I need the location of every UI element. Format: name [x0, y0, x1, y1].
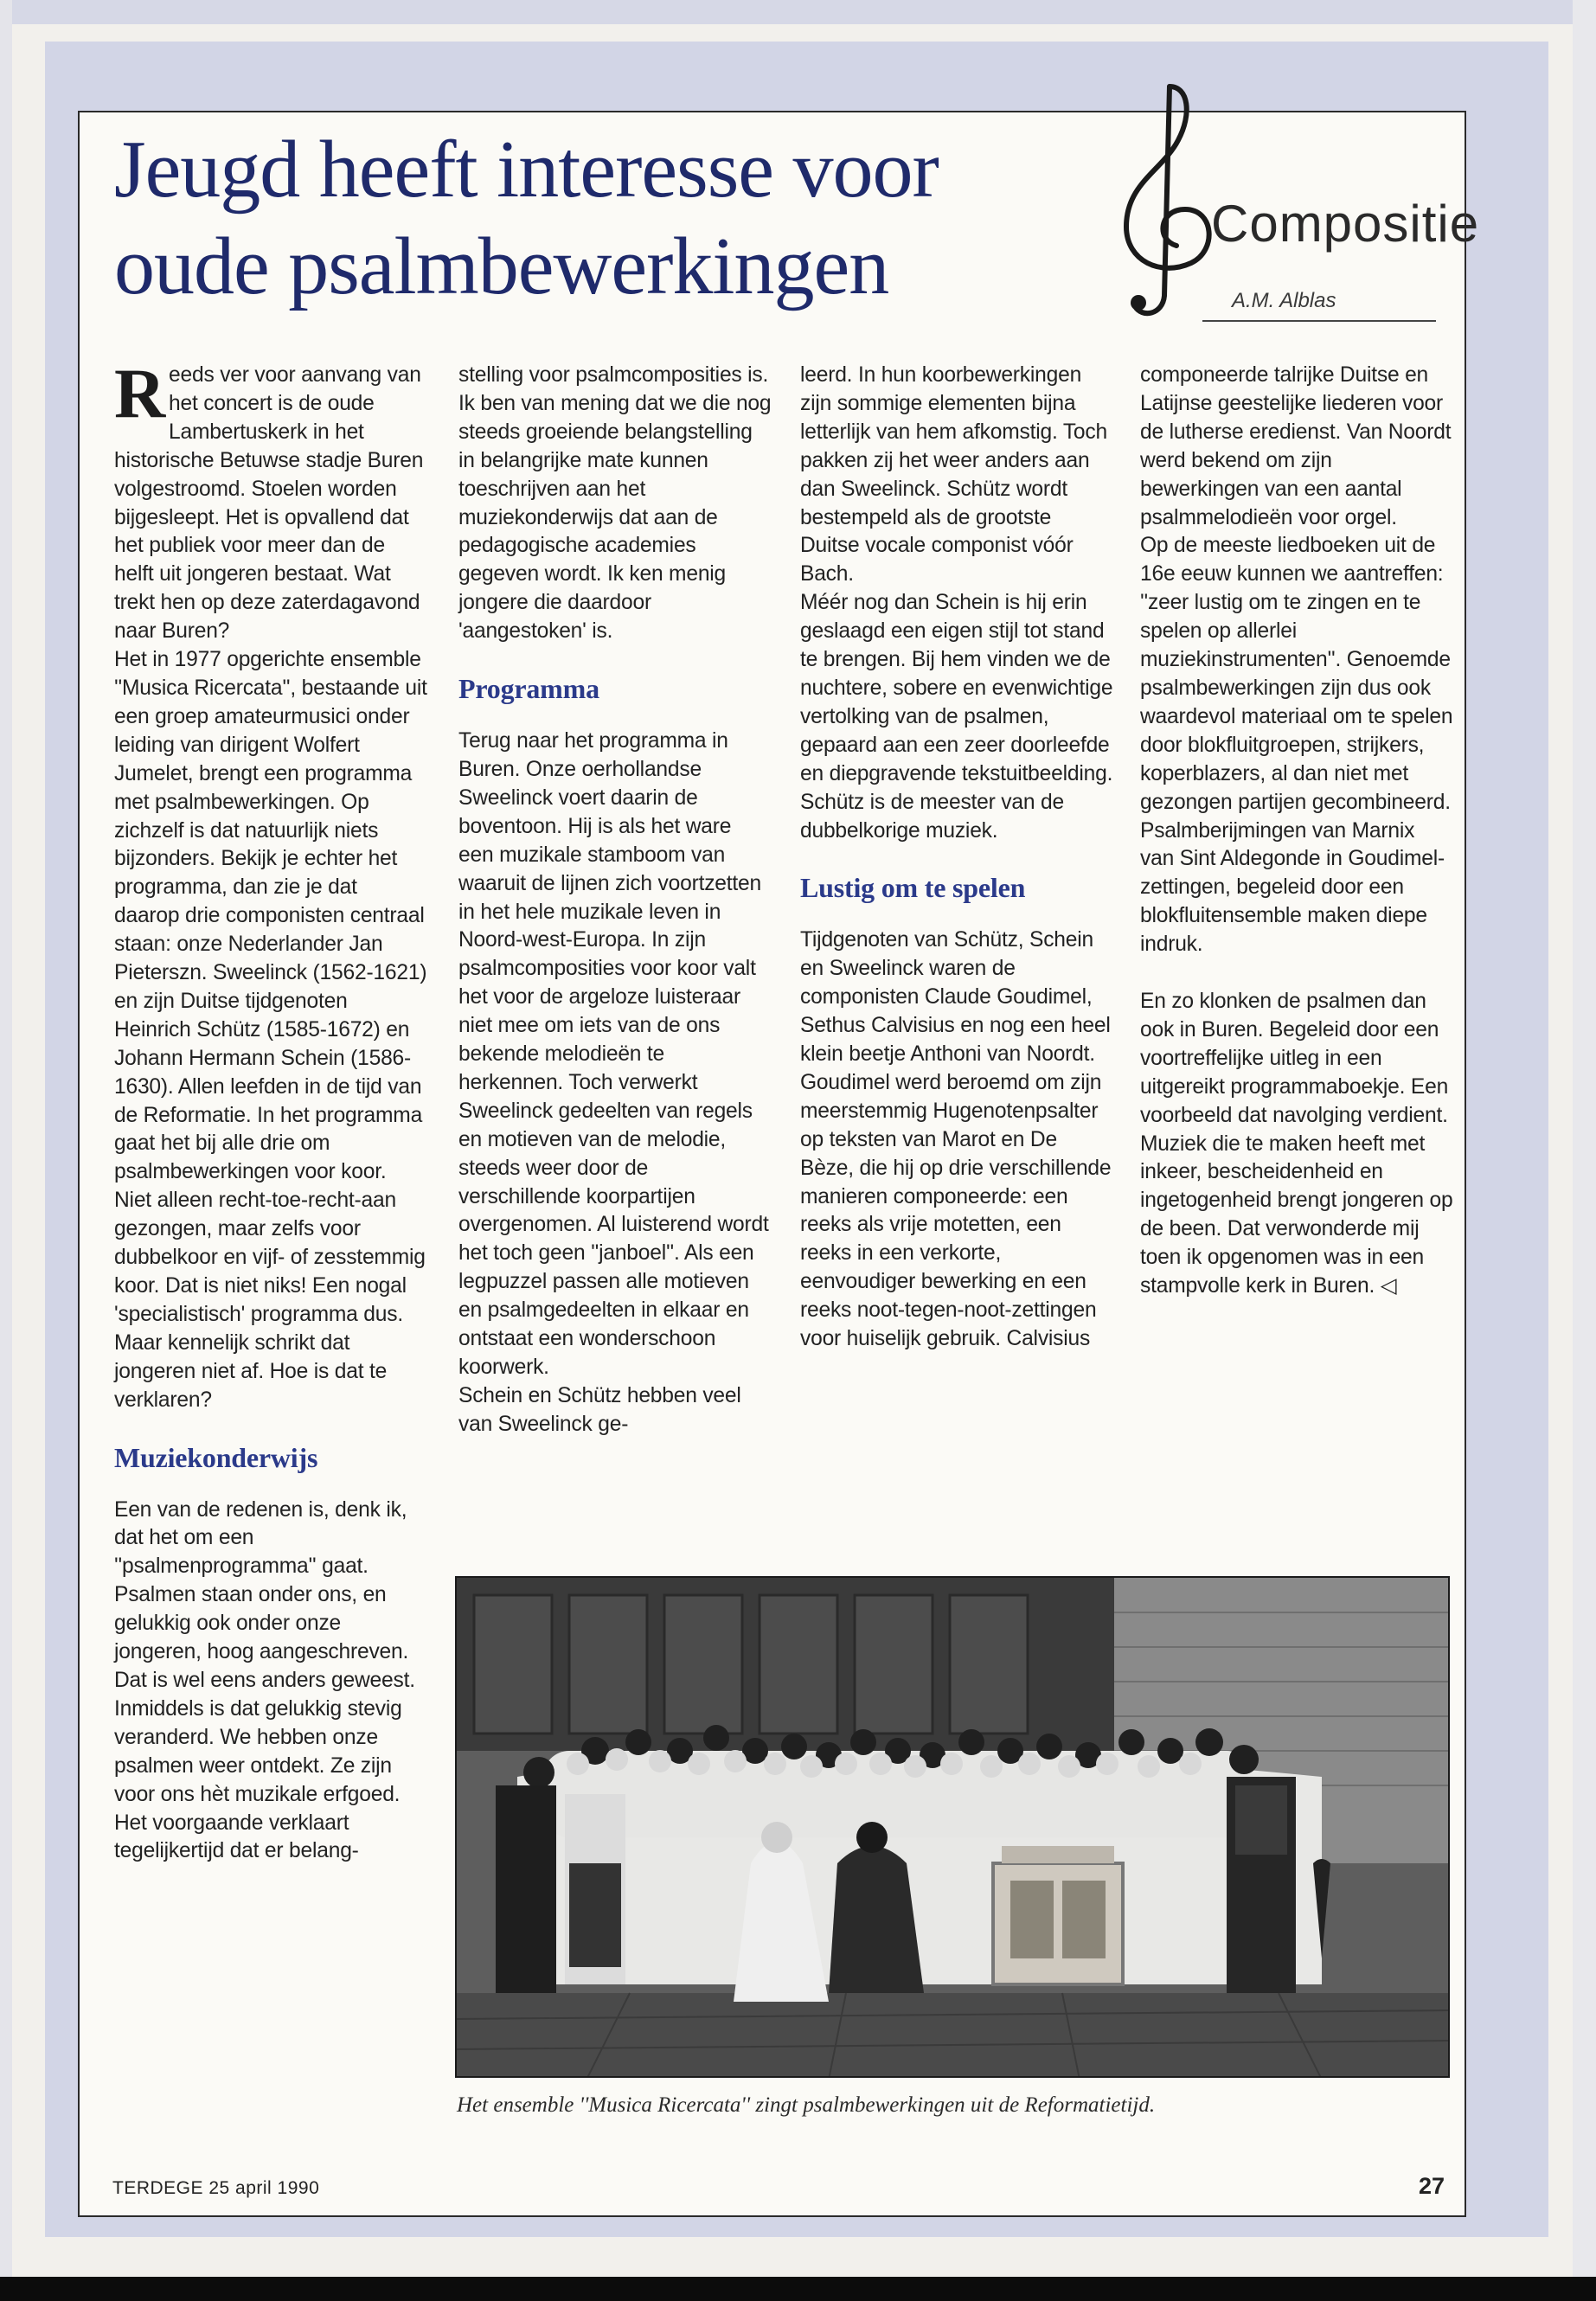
footer-publication: TERDEGE 25 april 1990: [112, 2178, 320, 2198]
article-paragraph: stelling voor psalmcomposities is. Ik ben van mening dat we die nog steeds groeiende belangstelling in belangrijke mate kunnen toeschrijven aan het muziekonderwijs dat aan de pedagogische academies gegeven wordt. Ik ken menig jongere die daardoor 'aangestoken' is.: [458, 363, 772, 644]
article-paragraph: Het in 1977 opgerichte ensemble ''Musica Ricercata'', bestaande uit een groep amateurmusici onder leiding van dirigent Wolfert Jumelet, brengt een programma met psalmbewerkingen. Op zichzelf is dat natuurlijk niets bijzonders. Bekijk je echter het programma, dan zie je dat daarop drie componisten centraal staan: onze Nederlander Jan Pieterszn. Sweelinck (1562-1621) en zijn Duitse tijdgenoten Heinrich Schütz (1585-1672) en Johann Hermann Schein (1586-1630). Allen leefden in de tijd van de Reformatie. In het programma gaat het bij alle drie om psalmbewerkingen voor koor.: [114, 648, 427, 1184]
section-label: Compositie: [1211, 195, 1480, 253]
headline-line-1: Jeugd heeft interesse voor: [114, 125, 939, 215]
drop-cap: R: [114, 354, 166, 433]
article-paragraph: Het voorgaande verklaart tegelijkertijd dat er belang-: [114, 1811, 359, 1863]
scan-edge-left: [0, 0, 12, 2301]
article-paragraph: Psalmberijmingen van Marnix van Sint Aldegonde in Goudimel-zettingen, begeleid door een blokfluitensemble maken diepe indruk.: [1140, 818, 1445, 957]
section-logo: [1109, 80, 1480, 330]
paragraph-spacer: [1140, 959, 1453, 988]
scan-edge-bottom: [0, 2277, 1596, 2301]
article-paragraph: leerd. In hun koorbewerkingen zijn sommige elementen bijna letterlijk van hem afkomstig. Toch pakken zij het weer anders aan dan Sweelinck. Schütz wordt bestempeld als de grootste Duitse vocale componist vóór Bach.: [800, 363, 1107, 586]
article-paragraph: Méér nog dan Schein is hij erin geslaagd een eigen stijl tot stand te brengen. Bij hem vinden we de nuchtere, sobere en evenwichtige vertolking van de psalmen, gepaard aan een zeer doorleefde en diepgravende tekstuitbeelding. Schütz is de meester van de dubbelkorige muziek.: [800, 591, 1113, 843]
article-headline: [114, 121, 1031, 315]
subheading-programma: Programma: [458, 673, 599, 705]
subheading-muziekonderwijs: Muziekonderwijs: [114, 1441, 318, 1473]
choir-photo-illustration: [457, 1578, 1450, 2078]
paragraph-text: eeds ver voor aanvang van het concert is de oude Lambertuskerk in het historische Betuwse stadje Buren volgestroomd. Stoelen worden bijgesleept. Het is opvallend dat het publiek voor meer dan de helft uit jongeren bestaat. Wat trekt hen op deze zaterdagavond naar Buren?: [114, 363, 424, 644]
choir-photo: [455, 1576, 1450, 2078]
author-underline: [1202, 320, 1436, 322]
article-paragraph: Schein en Schütz hebben veel van Sweelinck ge-: [458, 1383, 741, 1436]
article-paragraph: Tijdgenoten van Schütz, Schein en Sweelinck waren de componisten Claude Goudimel, Sethus Calvisius en nog een heel klein beetje Anthoni van Noordt. Goudimel werd beroemd om zijn meerstemmig Hugenotenpsalter op teksten van Marot en De Bèze, die hij op drie verschillende manieren componeerde: een reeks als vrije motetten, een reeks in een verkorte, eenvoudiger bewerking en een reeks noot-tegen-noot-zettingen voor huiselijk gebruik. Calvisius: [800, 928, 1112, 1351]
article-paragraph: [114, 354, 427, 646]
article-paragraph: Een van de redenen is, denk ik, dat het om een ''psalmenprogramma'' gaat. Psalmen staan onder ons, en gelukkig ook onder onze jongeren, hoog aangeschreven. Dat is wel eens anders geweest. Inmiddels is dat gelukkig stevig veranderd. We hebben onze psalmen weer ontdekt. Ze zijn voor ons hèt muzikale erfgoed.: [114, 1497, 415, 1806]
article-paragraph: En zo klonken de psalmen dan ook in Buren. Begeleid door een voortreffelijke uitleg in een uitgereikt programmaboekje. Een voorbeeld dat navolging verdient. Muziek die te maken heeft met inkeer, bescheidenheid en ingetogenheid brengt jongeren op de been. Dat verwonderde mij toen ik opgenomen was in een stampvolle kerk in Buren. ◁: [1140, 990, 1453, 1298]
headline-line-2: oude psalmbewerkingen: [114, 221, 889, 311]
page-number: 27: [1419, 2173, 1445, 2199]
scan-edge-top: [0, 0, 1596, 24]
article-column-2: [458, 362, 772, 1439]
article-paragraph: componeerde talrijke Duitse en Latijnse geestelijke liederen voor de lutherse eredienst. Van Noordt werd bekend om zijn bewerkingen van een aantal psalmmelodieën voor orgel.: [1140, 363, 1452, 529]
article-column-1: [114, 354, 427, 1866]
scan-edge-right: [1573, 0, 1596, 2301]
author-name: A.M. Alblas: [1232, 289, 1336, 312]
subheading-lustig-om-te-spelen: Lustig om te spelen: [800, 872, 1026, 904]
article-column-4: [1140, 362, 1453, 1301]
article-paragraph: Terug naar het programma in Buren. Onze oerhollandse Sweelinck voert daarin de boventoon. Hij is als het ware een muzikale stamboom van waaruit de lijnen zich voortzetten in het hele muzikale leven in Noord-west-Europa. In zijn psalmcomposities voor koor valt het voor de argeloze luisteraar niet mee om iets van de ons bekende melodieën te herkennen. Toch verwerkt Sweelinck gedeelten van regels en motieven van de melodie, steeds weer door de verschillende koorpartijen overgenomen. Al luisterend wordt het toch geen ''janboel''. Als een legpuzzel passen alle motieven en psalmgedeelten in elkaar en ontstaat een wonderschoon koorwerk.: [458, 729, 769, 1379]
article-column-3: [800, 362, 1113, 1354]
article-paragraph: Niet alleen recht-toe-recht-aan gezongen, maar zelfs voor dubbelkoor en vijf- of zesstemmig koor. Dat is niet niks! Een nogal 'specialistisch' programma dus. Maar kennelijk schrikt dat jongeren niet af. Hoe is dat te verklaren?: [114, 1189, 426, 1412]
photo-caption: Het ensemble ''Musica Ricercata'' zingt psalmbewerkingen uit de Reformatietijd.: [457, 2093, 1156, 2117]
article-paragraph: Op de meeste liedboeken uit de 16e eeuw kunnen we aantreffen: ''zeer lustig om te zingen en te spelen op allerlei muziekinstrumenten''. Genoemde psalmbewerkingen zijn dus ook waardevol materiaal om te spelen door blokfluitgroepen, strijkers, koperblazers, al dan niet met gezongen partijen gecombineerd.: [1140, 534, 1453, 814]
